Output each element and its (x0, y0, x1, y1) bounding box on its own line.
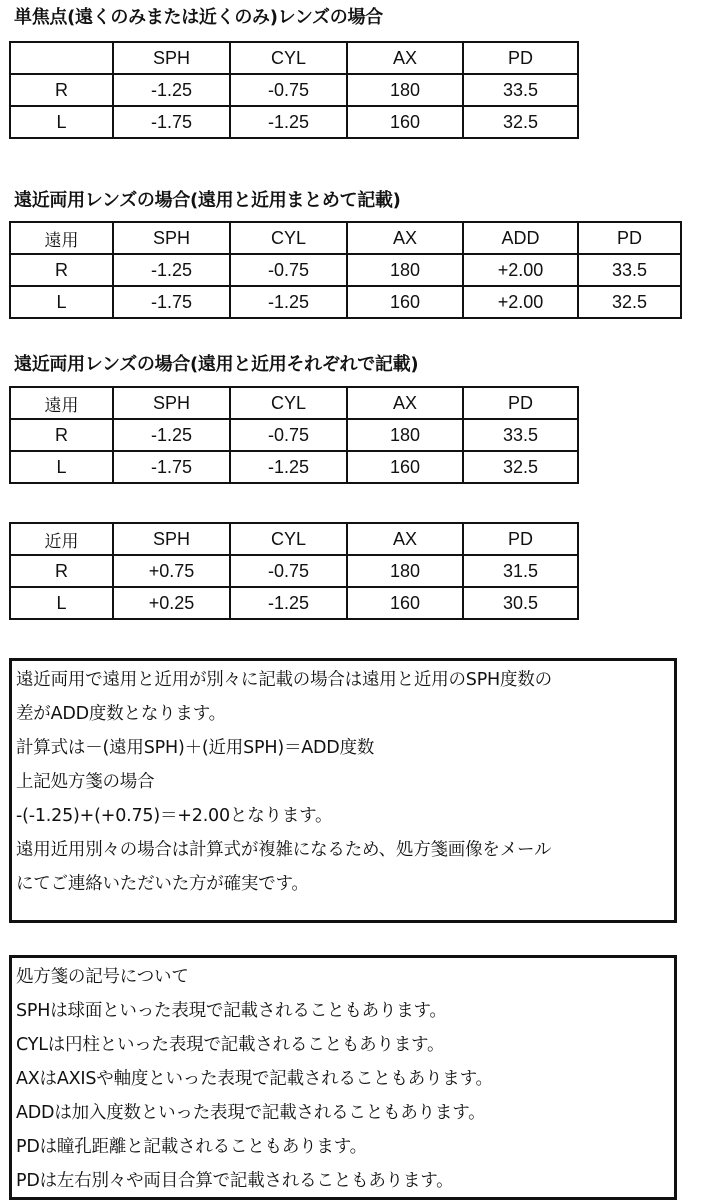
section3-heading: 遠近両用レンズの場合(遠用と近用それぞれで記載) (14, 354, 419, 375)
header-cell: 遠用 (10, 387, 113, 419)
table-cell: +0.25 (113, 587, 230, 619)
table-cell: -1.75 (113, 106, 230, 138)
table-cell: -1.75 (113, 451, 230, 483)
header-cell: ADD (463, 222, 578, 254)
table-cell: -1.75 (113, 286, 230, 318)
note-line: 差がADD度数となります。 (16, 704, 226, 724)
table-cell: +2.00 (463, 254, 578, 286)
table-cell: -1.25 (230, 106, 347, 138)
table-cell: 180 (347, 555, 463, 587)
table-row (10, 555, 578, 587)
progressive-near-table (9, 522, 579, 620)
note-line: 遠近両用で遠用と近用が別々に記載の場合は遠用と近用のSPH度数の (16, 670, 552, 690)
progressive-combined-table (9, 221, 682, 319)
table-cell: 31.5 (463, 555, 578, 587)
table-cell: 160 (347, 451, 463, 483)
note-line: PDは左右別々や両目合算で記載されることもあります。 (16, 1171, 454, 1191)
note-line: CYLは円柱といった表現で記載されることもあります。 (16, 1035, 445, 1055)
single-vision-table (9, 41, 579, 139)
table-cell: -0.75 (230, 419, 347, 451)
table-cell: 180 (347, 254, 463, 286)
section2-heading: 遠近両用レンズの場合(遠用と近用まとめて記載) (14, 190, 401, 211)
note-line: SPHは球面といった表現で記載されることもあります。 (16, 1001, 447, 1021)
prescription-symbols-note (9, 955, 677, 1200)
note-line: 上記処方箋の場合 (16, 772, 155, 792)
table-cell: 32.5 (463, 106, 578, 138)
add-calculation-note (9, 658, 677, 923)
note-line: 遠用近用別々の場合は計算式が複雑になるため、処方箋画像をメール (16, 840, 552, 860)
table-row (10, 587, 578, 619)
table-cell: 32.5 (578, 286, 681, 318)
header-cell: PD (578, 222, 681, 254)
table-cell: L (10, 286, 113, 318)
table-cell: -1.25 (113, 74, 230, 106)
header-cell: SPH (113, 222, 230, 254)
section1-heading: 単焦点(遠くのみまたは近くのみ)レンズの場合 (14, 7, 383, 28)
header-cell: PD (463, 523, 578, 555)
note-line: 処方箋の記号について (16, 967, 189, 987)
header-cell: CYL (230, 523, 347, 555)
note-line: 計算式は－(遠用SPH)＋(近用SPH)＝ADD度数 (16, 738, 375, 758)
header-cell: AX (347, 523, 463, 555)
table-row (10, 286, 681, 318)
header-cell: SPH (113, 42, 230, 74)
table-row (10, 254, 681, 286)
table-cell: 32.5 (463, 451, 578, 483)
note-line: にてご連絡いただいた方が確実です。 (16, 874, 309, 894)
header-cell: CYL (230, 42, 347, 74)
table-header-row (10, 387, 578, 419)
table-header-row (10, 222, 681, 254)
table-cell: 33.5 (578, 254, 681, 286)
table-cell: L (10, 451, 113, 483)
table-cell: L (10, 587, 113, 619)
table-cell: 33.5 (463, 74, 578, 106)
table-cell: 160 (347, 106, 463, 138)
header-cell: AX (347, 387, 463, 419)
header-cell: 遠用 (10, 222, 113, 254)
header-cell: 近用 (10, 523, 113, 555)
header-cell: PD (463, 387, 578, 419)
table-header-row (10, 42, 578, 74)
table-cell: +2.00 (463, 286, 578, 318)
table-cell: -0.75 (230, 254, 347, 286)
header-cell: AX (347, 222, 463, 254)
table-row (10, 106, 578, 138)
table-cell: -0.75 (230, 74, 347, 106)
table-cell: 160 (347, 286, 463, 318)
table-cell: R (10, 254, 113, 286)
header-cell: SPH (113, 387, 230, 419)
table-cell: -0.75 (230, 555, 347, 587)
progressive-far-table (9, 386, 579, 484)
header-cell: SPH (113, 523, 230, 555)
table-cell: R (10, 419, 113, 451)
table-header-row (10, 523, 578, 555)
table-cell: 180 (347, 74, 463, 106)
table-cell: 33.5 (463, 419, 578, 451)
table-cell: 160 (347, 587, 463, 619)
table-cell: -1.25 (230, 587, 347, 619)
table-cell: 30.5 (463, 587, 578, 619)
table-cell: -1.25 (113, 419, 230, 451)
header-cell (10, 42, 113, 74)
header-cell: AX (347, 42, 463, 74)
table-cell: -1.25 (230, 286, 347, 318)
header-cell: PD (463, 42, 578, 74)
header-cell: CYL (230, 222, 347, 254)
table-row (10, 419, 578, 451)
note-line: AXはAXISや軸度といった表現で記載されることもあります。 (16, 1069, 493, 1089)
note-line: -(-1.25)+(+0.75)＝+2.00となります。 (16, 806, 333, 826)
table-cell: -1.25 (230, 451, 347, 483)
table-cell: 180 (347, 419, 463, 451)
table-row (10, 74, 578, 106)
note-line: PDは瞳孔距離と記載されることもあります。 (16, 1137, 367, 1157)
header-cell: CYL (230, 387, 347, 419)
table-cell: +0.75 (113, 555, 230, 587)
table-cell: -1.25 (113, 254, 230, 286)
note-line: ADDは加入度数といった表現で記載されることもあります。 (16, 1103, 486, 1123)
table-cell: R (10, 555, 113, 587)
table-cell: L (10, 106, 113, 138)
table-cell: R (10, 74, 113, 106)
table-row (10, 451, 578, 483)
